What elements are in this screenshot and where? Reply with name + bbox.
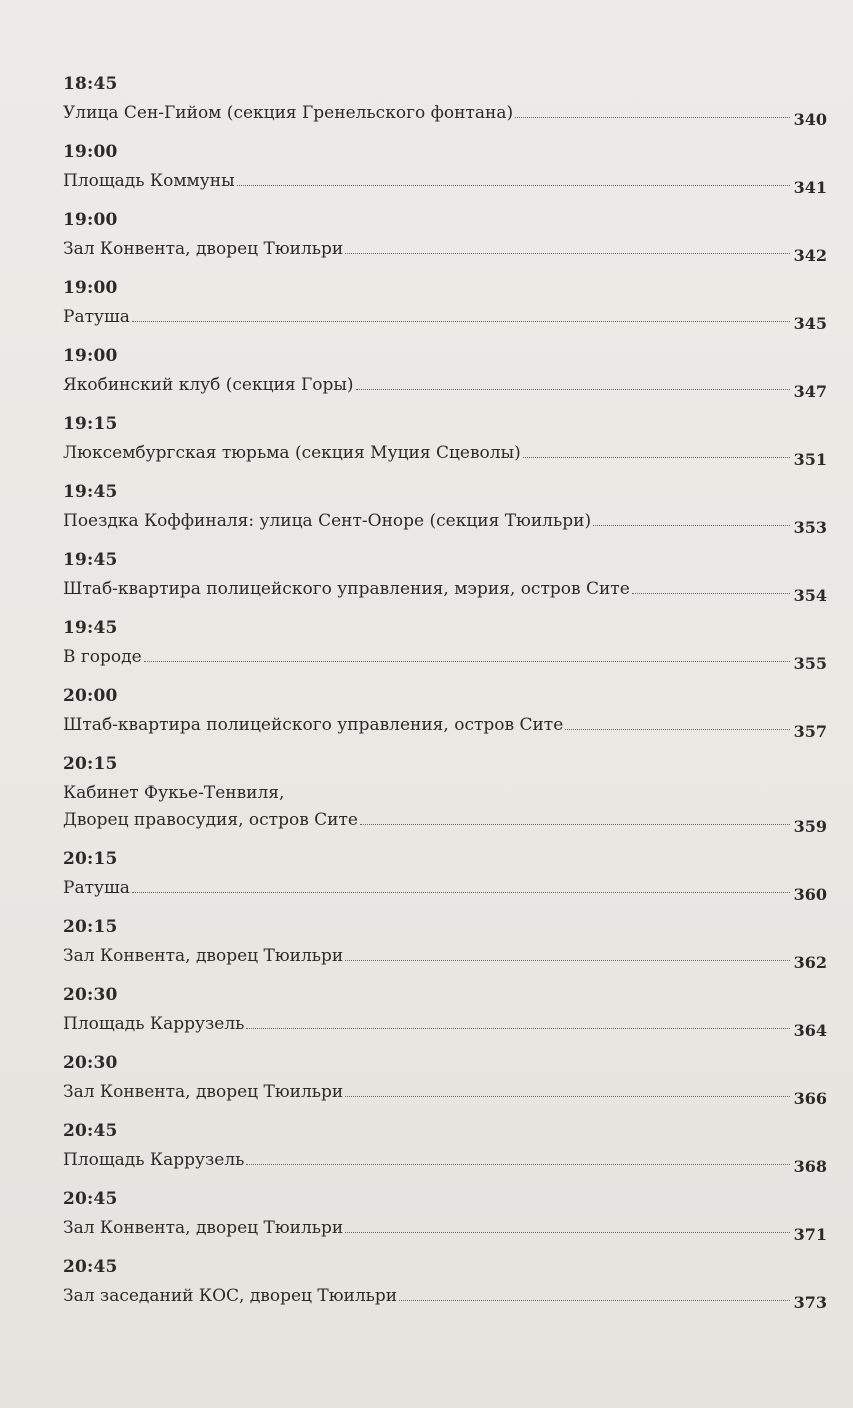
toc-entry[interactable] (63, 754, 827, 849)
entry-page-number: 371 (793, 1225, 827, 1244)
toc-entry[interactable] (63, 1257, 827, 1325)
entry-time: 20:15 (63, 754, 118, 774)
toc-entry[interactable] (63, 142, 827, 210)
entry-page-number: 347 (793, 382, 827, 401)
entry-title-row (63, 1286, 827, 1312)
dot-leader (593, 524, 790, 526)
entry-title-row (63, 810, 827, 836)
dot-leader (144, 660, 790, 662)
toc-entry[interactable] (63, 482, 827, 550)
entry-title-row (63, 878, 827, 904)
entry-page-number: 364 (793, 1021, 827, 1040)
entry-time: 20:45 (63, 1121, 118, 1141)
entry-title: Люксембургская тюрьма (секция Муция Сцеволы) (63, 443, 521, 463)
entry-time: 19:00 (63, 278, 118, 298)
toc-entry[interactable] (63, 1053, 827, 1121)
table-of-contents (63, 74, 827, 1325)
entry-time: 18:45 (63, 74, 118, 94)
entry-title-row (63, 239, 827, 265)
dot-leader (515, 116, 789, 118)
dot-leader (345, 959, 789, 961)
toc-entry[interactable] (63, 618, 827, 686)
entry-page-number: 345 (793, 314, 827, 333)
toc-entry[interactable] (63, 1189, 827, 1257)
entry-page-number: 366 (793, 1089, 827, 1108)
entry-page-number: 355 (793, 654, 827, 673)
entry-title-row (63, 647, 827, 673)
toc-entry[interactable] (63, 550, 827, 618)
dot-leader (246, 1163, 789, 1165)
dot-leader (565, 728, 789, 730)
entry-title-first-line: Кабинет Фукье-Тенвиля, (63, 783, 285, 803)
entry-title: Зал Конвента, дворец Тюильри (63, 946, 344, 966)
entry-title: Зал Конвента, дворец Тюильри (63, 1218, 344, 1238)
entry-title-row (63, 375, 827, 401)
dot-leader (132, 891, 790, 893)
entry-title: Ратуша (63, 307, 130, 327)
dot-leader (632, 592, 790, 594)
entry-page-number: 373 (793, 1293, 827, 1312)
dot-leader (523, 456, 790, 458)
entry-time: 20:45 (63, 1257, 118, 1277)
entry-page-number: 360 (793, 885, 827, 904)
entry-time: 19:00 (63, 346, 118, 366)
entry-title-row (63, 946, 827, 972)
entry-time: 20:30 (63, 985, 118, 1005)
entry-page-number: 351 (793, 450, 827, 469)
entry-time: 20:45 (63, 1189, 118, 1209)
entry-page-number: 340 (793, 110, 827, 129)
entry-title-row (63, 1150, 827, 1176)
entry-page-number: 362 (793, 953, 827, 972)
toc-entry[interactable] (63, 686, 827, 754)
entry-title-row (63, 103, 827, 129)
dot-leader (246, 1027, 789, 1029)
entry-page-number: 354 (793, 586, 827, 605)
entry-page-number: 342 (793, 246, 827, 265)
entry-title-row (63, 579, 827, 605)
entry-title: Площадь Коммуны (63, 171, 235, 191)
entry-time: 19:45 (63, 482, 118, 502)
dot-leader (132, 320, 790, 322)
toc-entry[interactable] (63, 278, 827, 346)
toc-entry[interactable] (63, 1121, 827, 1189)
entry-title-row (63, 1014, 827, 1040)
entry-page-number: 368 (793, 1157, 827, 1176)
entry-time: 19:45 (63, 550, 118, 570)
entry-title: Зал Конвента, дворец Тюильри (63, 1082, 344, 1102)
entry-time: 19:00 (63, 210, 118, 230)
entry-title: Ратуша (63, 878, 130, 898)
entry-time: 20:00 (63, 686, 118, 706)
entry-time: 20:15 (63, 917, 118, 937)
toc-entry[interactable] (63, 74, 827, 142)
entry-page-number: 359 (793, 817, 827, 836)
entry-time: 19:00 (63, 142, 118, 162)
entry-time: 20:15 (63, 849, 118, 869)
entry-title: Площадь Каррузель (63, 1014, 245, 1034)
entry-title: Поездка Коффиналя: улица Сент-Оноре (секция Тюильри) (63, 511, 592, 531)
entry-title-row (63, 443, 827, 469)
entry-title-row (63, 1082, 827, 1108)
dot-leader (345, 1231, 789, 1233)
entry-title-row (63, 171, 827, 197)
dot-leader (237, 184, 790, 186)
entry-title-row (63, 511, 827, 537)
dot-leader (360, 823, 790, 825)
entry-title-row (63, 307, 827, 333)
dot-leader (356, 388, 790, 390)
entry-page-number: 341 (793, 178, 827, 197)
toc-entry[interactable] (63, 917, 827, 985)
entry-title: Штаб-квартира полицейского управления, остров Сите (63, 715, 564, 735)
entry-title: В городе (63, 647, 142, 667)
entry-page-number: 353 (793, 518, 827, 537)
entry-page-number: 357 (793, 722, 827, 741)
entry-title: Зал Конвента, дворец Тюильри (63, 239, 344, 259)
entry-title: Улица Сен-Гийом (секция Гренельского фонтана) (63, 103, 514, 123)
entry-title: Дворец правосудия, остров Сите (63, 810, 358, 830)
dot-leader (345, 252, 789, 254)
toc-entry[interactable] (63, 985, 827, 1053)
entry-title: Якобинский клуб (секция Горы) (63, 375, 354, 395)
toc-entry[interactable] (63, 210, 827, 278)
entry-title-row (63, 715, 827, 741)
entry-time: 20:30 (63, 1053, 118, 1073)
toc-entry[interactable] (63, 414, 827, 482)
dot-leader (399, 1299, 789, 1301)
entry-title: Штаб-квартира полицейского управления, мэрия, остров Сите (63, 579, 630, 599)
entry-time: 19:15 (63, 414, 118, 434)
entry-title: Площадь Каррузель (63, 1150, 245, 1170)
entry-title: Зал заседаний КОС, дворец Тюильри (63, 1286, 398, 1306)
toc-entry[interactable] (63, 346, 827, 414)
entry-title-row (63, 1218, 827, 1244)
toc-entry[interactable] (63, 849, 827, 917)
entry-time: 19:45 (63, 618, 118, 638)
dot-leader (345, 1095, 789, 1097)
